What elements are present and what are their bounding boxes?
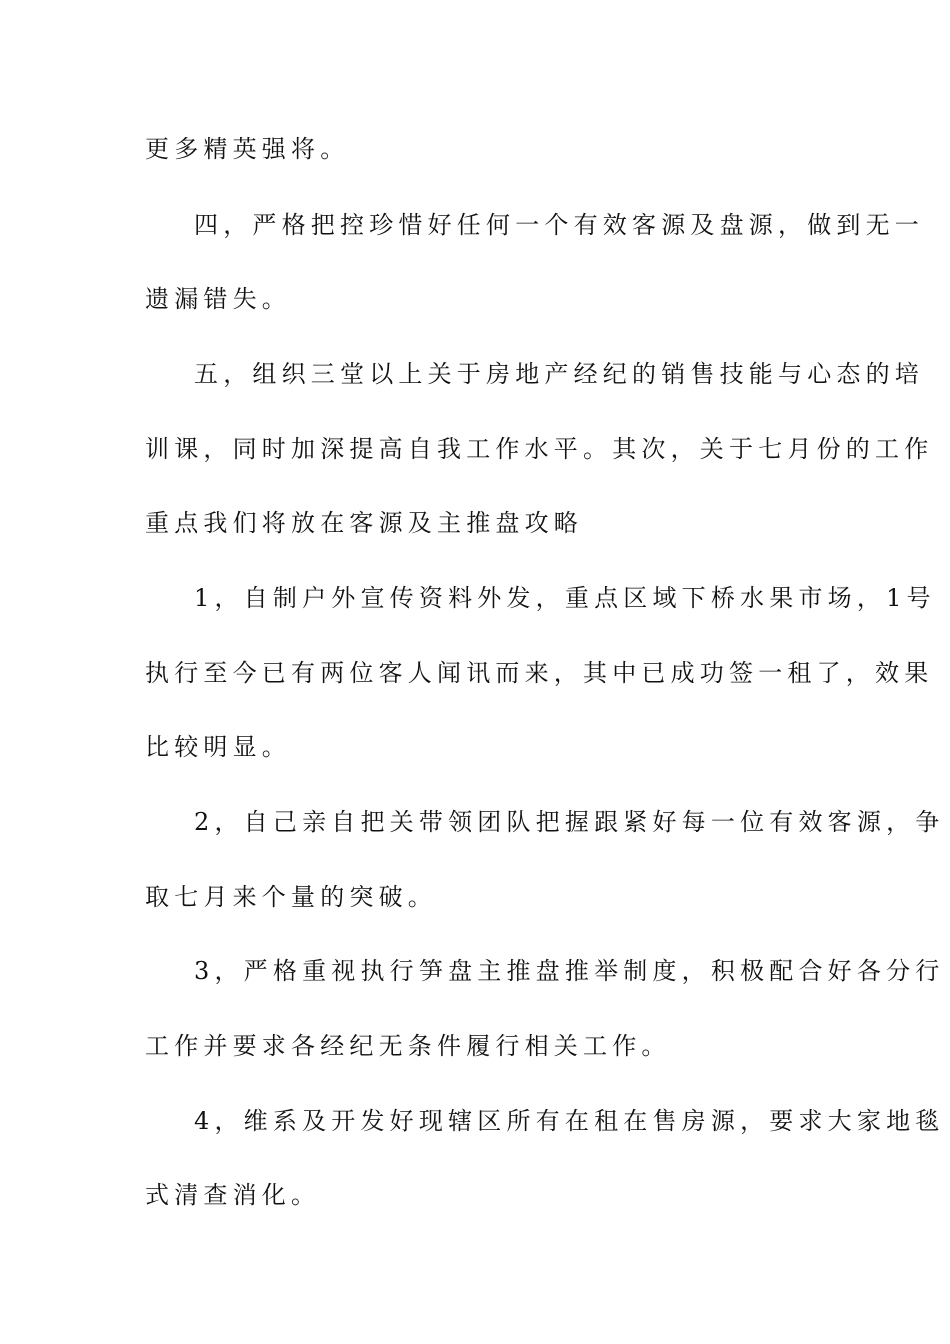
text-line: 遗漏错失。 [145, 285, 291, 313]
text-line: 式清查消化。 [145, 1181, 321, 1209]
text-line: 比较明显。 [145, 733, 291, 761]
text-line: 执行至今已有两位客人闻讯而来，其中已成功签一租了，效果 [145, 659, 934, 687]
paragraph-line: 五，组织三堂以上关于房地产经纪的销售技能与心态的培 [194, 360, 924, 388]
text-line: 更多精英强将。 [145, 135, 350, 163]
text-line: 工作并要求各经纪无条件履行相关工作。 [145, 1032, 671, 1060]
text-line: 重点我们将放在客源及主推盘攻略 [145, 509, 583, 537]
paragraph-line: 3，严格重视执行笋盘主推盘推举制度，积极配合好各分行 [194, 957, 945, 985]
paragraph-line: 4，维系及开发好现辖区所有在租在售房源，要求大家地毯 [194, 1107, 945, 1135]
paragraph-line: 1，自制户外宣传资料外发，重点区域下桥水果市场，1号 [194, 584, 936, 612]
paragraph-line: 四，严格把控珍惜好任何一个有效客源及盘源，做到无一 [194, 211, 924, 239]
text-line: 取七月来个量的突破。 [145, 883, 437, 911]
paragraph-line: 2，自己亲自把关带领团队把握跟紧好每一位有效客源，争 [194, 808, 945, 836]
text-line: 训课，同时加深提高自我工作水平。其次，关于七月份的工作 [145, 435, 934, 463]
